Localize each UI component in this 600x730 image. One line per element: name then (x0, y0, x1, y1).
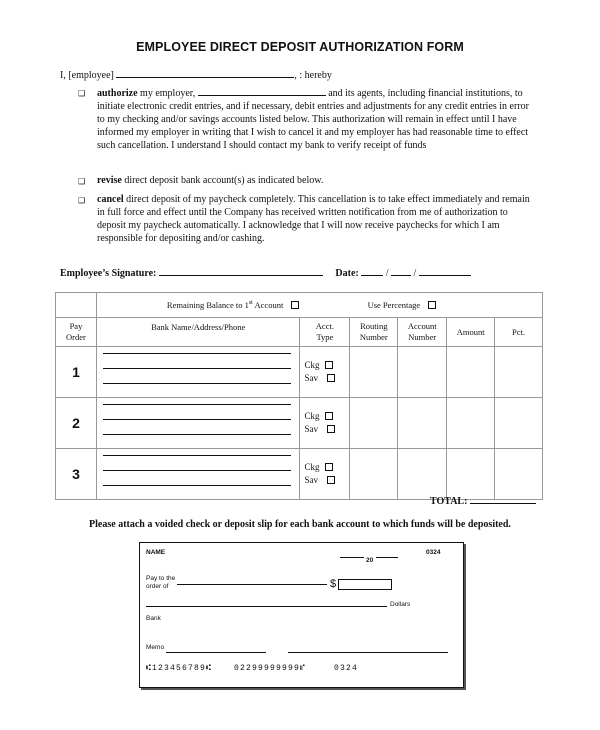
employee-declaration (60, 68, 332, 81)
acct-type-header: Acct. Type (300, 318, 350, 347)
micr-check-number: 0324 (334, 664, 359, 673)
date-month-field[interactable] (361, 266, 383, 276)
pay-order-number: 1 (56, 347, 97, 398)
amount-cell[interactable] (447, 347, 495, 398)
acct-type-cell: Ckg Sav (300, 449, 350, 500)
payee-line (177, 584, 327, 585)
savings-checkbox[interactable] (327, 476, 335, 484)
acct-type-cell: Ckg Sav (300, 347, 350, 398)
cancel-paragraph: cancel direct deposit of my paycheck completely. This cancellation is to take effect immediately and remain in full force and effect until the Company has received written notification from me of authorization to deposit my paycheck automatically. I acknowledge that I will now receive paychecks for which I am responsible for depositing and/or cashing. (97, 194, 530, 245)
micr-account: 02299999999⑈ (234, 664, 307, 673)
pay-to-label: Pay to the order of (146, 575, 176, 590)
remaining-balance-label: Remaining Balance to 1st Account (166, 300, 284, 310)
signature-line (288, 652, 448, 653)
date-year-field[interactable] (419, 266, 471, 276)
pay-order-header: Pay Order (56, 318, 97, 347)
employee-prefix: I, [employee] (60, 70, 114, 81)
checking-checkbox[interactable] (325, 463, 333, 471)
micr-routing: ⑆123456789⑆ (146, 664, 213, 673)
bank-info-cell[interactable] (96, 449, 300, 500)
pct-cell[interactable] (495, 398, 543, 449)
account-cell[interactable] (398, 449, 447, 500)
sample-check (139, 542, 464, 688)
use-percentage-label: Use Percentage (367, 300, 421, 310)
total-field[interactable] (470, 494, 536, 504)
pay-order-number: 3 (56, 449, 97, 500)
check-name: NAME (146, 549, 166, 556)
signature-row: Employee’s Signature: Date: / / (60, 266, 471, 279)
account-cell[interactable] (398, 398, 447, 449)
amount-cell[interactable] (447, 449, 495, 500)
pct-cell[interactable] (495, 347, 543, 398)
attach-note: Please attach a voided check or deposit slip for each bank account to which funds will be deposited. (89, 519, 511, 530)
amount-box (338, 579, 392, 590)
check-number: 0324 (426, 549, 441, 556)
memo-line (166, 652, 266, 653)
dollars-label: Dollars (390, 601, 411, 608)
routing-cell[interactable] (350, 449, 398, 500)
savings-checkbox[interactable] (327, 425, 335, 433)
amount-cell[interactable] (447, 398, 495, 449)
dollar-sign: $ (330, 578, 337, 590)
form-title: EMPLOYEE DIRECT DEPOSIT AUTHORIZATION FORM (136, 40, 464, 54)
routing-cell[interactable] (350, 398, 398, 449)
revise-paragraph: revise direct deposit bank account(s) as indicated below. (97, 175, 324, 186)
table-row (56, 398, 543, 449)
employee-suffix: , : hereby (294, 70, 332, 81)
signature-field[interactable] (159, 266, 323, 276)
pct-header: Pct. (495, 318, 543, 347)
authorize-paragraph: authorize my employer, and its agents, including financial institutions, to initiate electronic credit entries, and if necessary, debit entries and adjustments for any credit entries in error to my checking and/or savings accounts listed below. This authorization will remain in effect until I have informed my employer in writing that I wish to cancel it and my employer has had reasonable time to effect such cancellation. I understand I should contact my bank to verify receipt of funds (97, 88, 529, 152)
bank-info-cell[interactable] (96, 398, 300, 449)
checkbox-icon[interactable]: ❑ (78, 196, 86, 205)
checking-checkbox[interactable] (325, 361, 333, 369)
written-amount-line (146, 606, 387, 607)
bank-label: Bank (146, 615, 161, 622)
checkbox-icon[interactable]: ❑ (78, 177, 86, 186)
pay-order-number: 2 (56, 398, 97, 449)
signature-label: Employee’s Signature: (60, 268, 157, 279)
cancel-keyword: cancel (97, 194, 124, 205)
total-label: TOTAL: (430, 496, 468, 507)
pct-cell[interactable] (495, 449, 543, 500)
employer-name-field[interactable] (198, 86, 326, 96)
revise-keyword: revise (97, 175, 122, 186)
employee-name-field[interactable] (116, 68, 294, 78)
remaining-balance-checkbox[interactable] (291, 301, 299, 309)
routing-cell[interactable] (350, 347, 398, 398)
account-header: Account Number (398, 318, 447, 347)
bank-info-cell[interactable] (96, 347, 300, 398)
amount-header: Amount (447, 318, 495, 347)
savings-checkbox[interactable] (327, 374, 335, 382)
checkbox-icon[interactable]: ❑ (78, 89, 86, 98)
memo-label: Memo (146, 644, 165, 651)
table-row (56, 449, 543, 500)
routing-header: Routing Number (350, 318, 398, 347)
acct-type-cell: Ckg Sav (300, 398, 350, 449)
date-day-field[interactable] (391, 266, 411, 276)
checking-checkbox[interactable] (325, 412, 333, 420)
deposit-accounts-table (55, 292, 543, 500)
total-row (430, 494, 536, 507)
check-year-prefix: 20 (366, 557, 374, 564)
use-percentage-checkbox[interactable] (428, 301, 436, 309)
date-label: Date: (335, 268, 359, 279)
bank-header: Bank Name/Address/Phone (96, 318, 300, 347)
table-row (56, 347, 543, 398)
authorize-keyword: authorize (97, 88, 138, 99)
account-cell[interactable] (398, 347, 447, 398)
